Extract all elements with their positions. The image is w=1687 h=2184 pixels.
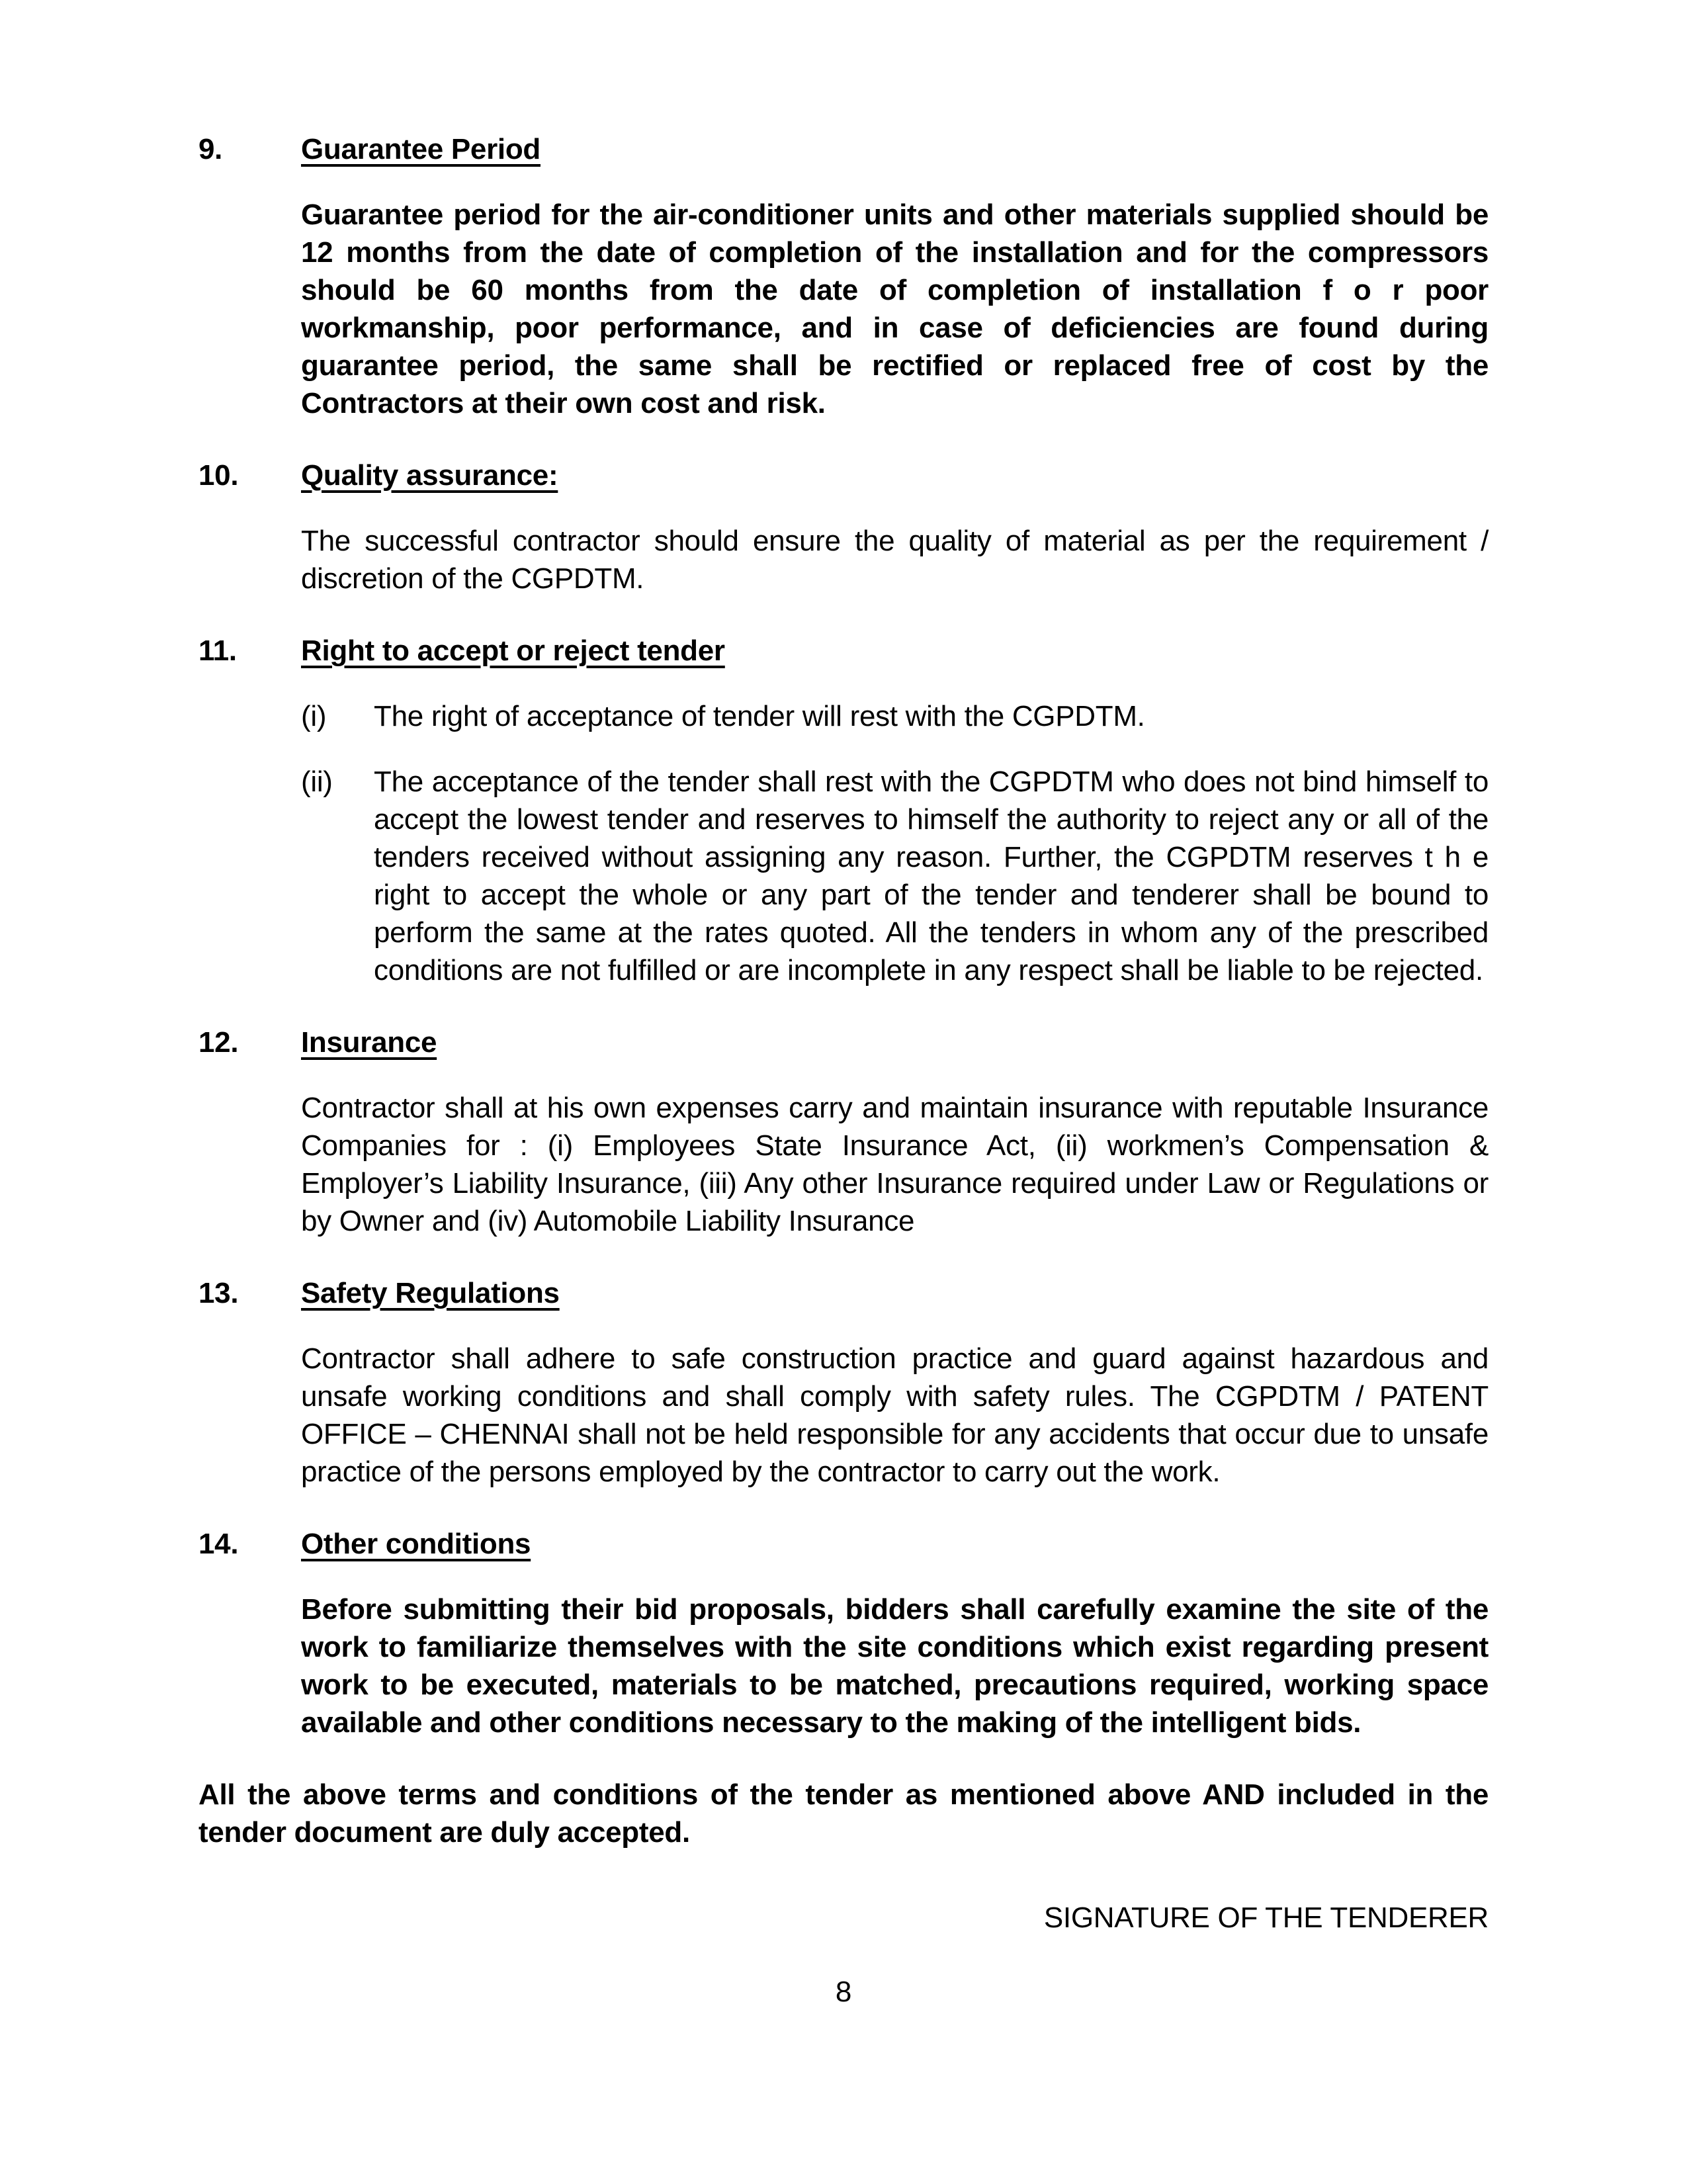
section-title: Guarantee Period	[301, 133, 541, 165]
section-number: 14.	[198, 1528, 239, 1560]
section-body	[301, 457, 1489, 597]
section-paragraph: Contractor shall at his own expenses carry and maintain insurance with reputable Insurance Companies for : (i) Employees State Insurance Act, (ii) workmen’s Compensation & Employer’s Liability Insurance, (iii) Any other Insurance required under Law or Regulations or by Owner and (iv) Automobile Liability Insurance	[301, 1092, 1489, 1237]
section-body	[301, 1525, 1489, 1741]
section-paragraph: Before submitting their bid proposals, bidders shall carefully examine the site of the work to familiarize themselves with the site conditions which exist regarding present work to be executed, materials to be matched, precautions required, working space available and other conditions necessary to the making of the intelligent bids.	[301, 1593, 1489, 1739]
section-number: 11.	[198, 634, 237, 667]
closing-statement: All the above terms and conditions of the tender as mentioned above AND included in the tender document are duly accepted.	[198, 1778, 1489, 1849]
section-title: Insurance	[301, 1026, 437, 1059]
section-paragraph: The successful contractor should ensure the quality of material as per the requirement / discretion of the CGPDTM.	[301, 525, 1489, 595]
section-other-conditions	[198, 1525, 1489, 1741]
section-number: 13.	[198, 1277, 239, 1309]
section-title: Right to accept or reject tender	[301, 634, 725, 667]
list-item	[301, 697, 1489, 735]
section-safety-regulations	[198, 1274, 1489, 1491]
section-title: Safety Regulations	[301, 1277, 560, 1309]
section-number: 10.	[198, 459, 239, 492]
section-guarantee-period	[198, 130, 1489, 422]
section-quality-assurance	[198, 457, 1489, 597]
list-item	[301, 763, 1489, 989]
section-title: Other conditions	[301, 1528, 531, 1560]
list-item-text: The right of acceptance of tender will rest with the CGPDTM.	[374, 700, 1145, 732]
list-item-label: (ii)	[301, 765, 333, 798]
section-right-to-accept-or-reject	[198, 632, 1489, 989]
section-body	[301, 1274, 1489, 1491]
section-body	[301, 1024, 1489, 1240]
page-number: 8	[835, 1976, 852, 2008]
signature-line: SIGNATURE OF THE TENDERER	[1043, 1901, 1489, 1934]
list-item-label: (i)	[301, 700, 327, 732]
section-number: 12.	[198, 1026, 239, 1059]
section-insurance	[198, 1024, 1489, 1240]
list-item-text: The acceptance of the tender shall rest with the CGPDTM who does not bind himself to accept the lowest tender and reserves to himself the authority to reject any or all of the tenders received without assigning any reason. Further, the CGPDTM reserves t h e right to accept the whole or any part of the tender and tenderer shall be bound to perform the same at the rates quoted. All the tenders in whom any of the prescribed conditions are not fulfilled or are incomplete in any respect shall be liable to be rejected.	[374, 765, 1489, 986]
section-paragraph: Contractor shall adhere to safe construction practice and guard against hazardous and unsafe working conditions and shall comply with safety rules. The CGPDTM / PATENT OFFICE – CHENNAI shall not be held responsible for any accidents that occur due to unsafe practice of the persons employed by the contractor to carry out the work.	[301, 1342, 1489, 1488]
section-title: Quality assurance:	[301, 459, 558, 492]
section-body	[301, 632, 1489, 989]
section-body	[301, 130, 1489, 422]
section-paragraph: Guarantee period for the air-conditioner units and other materials supplied should be 12 months from the date of completion of the installation and for the compressors should be 60 months from the date of completion of installation f o r poor workmanship, poor performance, and in case of deficiencies are found during guarantee period, the same shall be rectified or replaced free of cost by the Contractors at their own cost and risk.	[301, 198, 1489, 419]
section-number: 9.	[198, 133, 223, 165]
